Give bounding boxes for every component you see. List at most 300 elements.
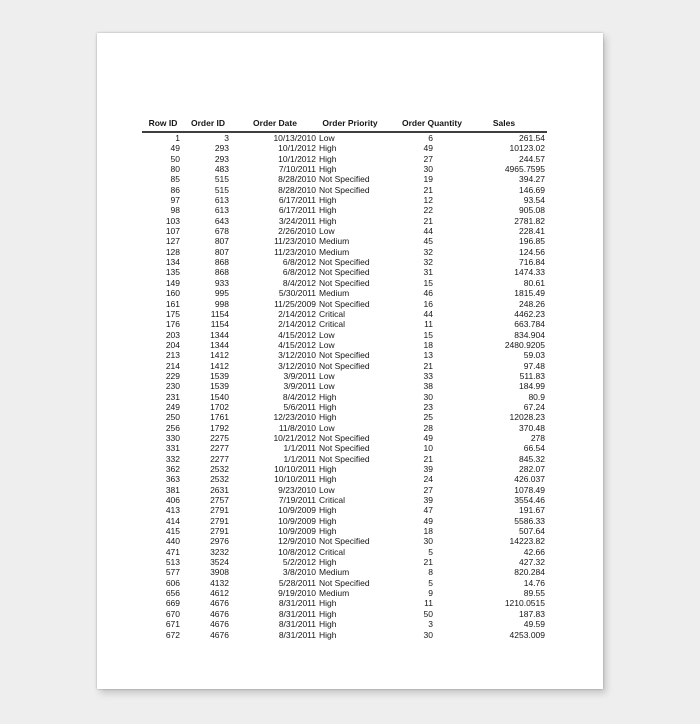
cell-order-date: 8/31/2011 (278, 629, 316, 640)
cell-row-id: 176 (165, 319, 180, 330)
column-header-order-quantity: Order Quantity (402, 114, 456, 132)
cell-order-priority: Low (319, 133, 335, 143)
cell-order-priority: Not Specified (319, 360, 370, 371)
cell-order-date: 10/9/2009 (278, 515, 316, 526)
cell-row-id: 414 (165, 515, 180, 526)
cell-order-date: 4/15/2012 (278, 329, 316, 340)
cell-order-priority: Medium (319, 588, 350, 599)
cell-order-id: 995 (214, 288, 229, 299)
cell-order-quantity: 6 (428, 133, 433, 143)
cell-order-id: 2277 (210, 443, 229, 454)
cell-sales: 10123.02 (509, 143, 545, 154)
table-row (142, 226, 547, 236)
cell-row-id: 214 (165, 360, 180, 371)
cell-order-date: 6/8/2012 (282, 257, 316, 268)
table-row (142, 247, 547, 257)
table-row (142, 143, 547, 153)
cell-sales: 905.08 (519, 205, 545, 216)
cell-order-id: 2532 (210, 464, 229, 474)
cell-order-id: 868 (214, 267, 229, 278)
cell-order-priority: Medium (319, 288, 350, 299)
cell-row-id: 103 (165, 215, 180, 226)
cell-order-date: 8/4/2012 (282, 277, 316, 288)
cell-order-quantity: 18 (423, 339, 433, 350)
cell-order-priority: Low (319, 329, 335, 340)
cell-order-date: 3/8/2010 (282, 567, 316, 578)
cell-order-priority: Low (319, 339, 335, 350)
cell-order-date: 2/26/2010 (278, 226, 316, 237)
cell-order-quantity: 46 (423, 288, 433, 299)
cell-row-id: 107 (165, 226, 180, 237)
cell-row-id: 50 (170, 153, 180, 164)
table-body (142, 132, 547, 640)
cell-sales: 4253.009 (509, 629, 545, 640)
cell-order-date: 4/15/2012 (278, 339, 316, 350)
cell-order-date: 10/1/2012 (278, 153, 316, 164)
cell-order-id: 3908 (210, 567, 229, 578)
cell-order-priority: High (319, 557, 337, 568)
cell-sales: 187.83 (519, 608, 545, 619)
cell-order-date: 10/1/2012 (278, 143, 316, 154)
cell-sales: 196.85 (519, 236, 545, 247)
cell-sales: 1474.33 (514, 267, 545, 278)
cell-row-id: 203 (165, 329, 180, 340)
table-row (142, 454, 547, 464)
cell-order-priority: High (319, 412, 337, 423)
table-row (142, 505, 547, 515)
cell-row-id: 671 (165, 619, 180, 630)
table-row (142, 216, 547, 226)
cell-order-quantity: 18 (423, 526, 433, 537)
cell-order-priority: Not Specified (319, 257, 370, 268)
cell-row-id: 229 (165, 370, 180, 381)
cell-order-quantity: 11 (424, 598, 433, 609)
cell-order-date: 6/17/2011 (278, 195, 316, 206)
cell-order-id: 1539 (210, 370, 229, 381)
cell-order-id: 998 (214, 298, 229, 309)
cell-row-id: 381 (165, 484, 180, 495)
cell-order-date: 10/8/2012 (278, 546, 316, 557)
cell-order-id: 2791 (210, 505, 229, 516)
cell-order-id: 1154 (210, 319, 229, 330)
table-row (142, 132, 547, 143)
cell-row-id: 363 (165, 474, 180, 485)
cell-order-quantity: 10 (423, 443, 433, 454)
cell-order-priority: Medium (319, 236, 350, 247)
cell-order-quantity: 30 (423, 536, 433, 547)
cell-row-id: 149 (165, 277, 180, 288)
cell-order-id: 2791 (210, 515, 229, 526)
cell-order-id: 483 (214, 164, 229, 175)
cell-order-quantity: 21 (423, 360, 433, 371)
cell-order-quantity: 49 (423, 143, 433, 154)
cell-order-id: 643 (214, 215, 229, 226)
cell-row-id: 471 (165, 546, 180, 557)
cell-row-id: 656 (165, 588, 180, 599)
cell-row-id: 213 (165, 350, 180, 361)
cell-order-priority: Not Specified (319, 184, 370, 195)
table-row (142, 516, 547, 526)
cell-order-id: 933 (214, 277, 229, 288)
cell-row-id: 127 (165, 236, 180, 247)
cell-order-quantity: 33 (423, 370, 433, 381)
table-row (142, 433, 547, 443)
cell-order-quantity: 45 (423, 236, 433, 247)
cell-order-quantity: 30 (423, 391, 433, 402)
table-row (142, 340, 547, 350)
cell-order-date: 10/21/2012 (273, 432, 316, 443)
cell-row-id: 86 (170, 184, 180, 195)
cell-sales: 716.84 (519, 257, 545, 268)
cell-row-id: 97 (170, 195, 180, 206)
cell-sales: 282.07 (519, 464, 545, 474)
cell-order-priority: Not Specified (319, 443, 370, 454)
cell-order-quantity: 47 (423, 505, 433, 516)
cell-order-quantity: 39 (423, 495, 433, 506)
cell-order-date: 7/19/2011 (278, 495, 316, 506)
table-row (142, 619, 547, 629)
cell-order-priority: High (319, 205, 337, 216)
column-header-order-priority: Order Priority (318, 114, 402, 132)
cell-order-id: 868 (214, 257, 229, 268)
cell-row-id: 670 (165, 608, 180, 619)
cell-order-date: 8/31/2011 (278, 608, 316, 619)
cell-order-priority: Critical (319, 319, 345, 330)
cell-order-quantity: 22 (423, 205, 433, 216)
cell-order-date: 10/9/2009 (278, 505, 316, 516)
cell-order-priority: Low (319, 422, 335, 433)
cell-order-id: 3232 (210, 546, 229, 557)
table-row (142, 485, 547, 495)
cell-sales: 426.037 (514, 474, 545, 485)
table-header-row (142, 114, 547, 132)
cell-order-quantity: 30 (423, 164, 433, 175)
cell-sales: 834.904 (514, 329, 545, 340)
cell-sales: 228.41 (519, 226, 545, 237)
cell-order-id: 1344 (210, 329, 229, 340)
cell-row-id: 331 (165, 443, 180, 454)
cell-order-id: 807 (214, 236, 229, 247)
table-row (142, 402, 547, 412)
table-row (142, 205, 547, 215)
table-row (142, 174, 547, 184)
cell-sales: 42.66 (523, 546, 545, 557)
table-row (142, 567, 547, 577)
cell-sales: 3554.46 (514, 495, 545, 506)
cell-order-id: 2631 (210, 484, 229, 495)
cell-order-priority: High (319, 619, 337, 630)
cell-order-date: 3/12/2010 (278, 350, 316, 361)
cell-row-id: 249 (165, 401, 180, 412)
cell-row-id: 513 (165, 557, 180, 568)
cell-order-date: 2/14/2012 (278, 319, 316, 330)
cell-order-id: 515 (214, 184, 229, 195)
table-row (142, 547, 547, 557)
cell-row-id: 1 (175, 133, 180, 143)
cell-order-date: 12/23/2010 (273, 412, 316, 423)
cell-sales: 146.69 (519, 184, 545, 195)
cell-sales: 5586.33 (514, 515, 545, 526)
cell-sales: 4462.23 (514, 308, 545, 319)
cell-row-id: 332 (165, 453, 180, 464)
cell-order-date: 5/2/2012 (282, 557, 316, 568)
cell-order-id: 1154 (210, 308, 229, 319)
cell-sales: 394.27 (519, 174, 545, 185)
cell-order-date: 8/31/2011 (278, 598, 316, 609)
cell-sales: 278 (530, 432, 545, 443)
cell-order-priority: Low (319, 484, 335, 495)
cell-row-id: 230 (165, 381, 180, 392)
table-row (142, 464, 547, 474)
cell-order-id: 1761 (210, 412, 229, 423)
cell-order-id: 2532 (210, 474, 229, 485)
cell-order-quantity: 31 (423, 267, 433, 278)
cell-row-id: 440 (165, 536, 180, 547)
document-sheet (97, 33, 603, 689)
cell-order-id: 4676 (210, 629, 229, 640)
cell-order-priority: High (319, 464, 337, 474)
cell-order-date: 12/9/2010 (278, 536, 316, 547)
cell-row-id: 406 (165, 495, 180, 506)
cell-order-date: 9/19/2010 (278, 588, 316, 599)
cell-order-quantity: 21 (423, 184, 433, 195)
cell-row-id: 135 (165, 267, 180, 278)
cell-order-id: 2976 (210, 536, 229, 547)
cell-order-priority: Critical (319, 308, 345, 319)
cell-order-id: 1540 (210, 391, 229, 402)
cell-order-id: 1702 (210, 401, 229, 412)
cell-order-id: 4612 (210, 588, 229, 599)
cell-sales: 261.54 (519, 133, 545, 143)
cell-order-quantity: 49 (423, 432, 433, 443)
table-row (142, 195, 547, 205)
cell-order-quantity: 39 (423, 464, 433, 474)
cell-order-priority: Medium (319, 246, 350, 257)
cell-order-quantity: 23 (423, 401, 433, 412)
table-row (142, 526, 547, 536)
cell-row-id: 204 (165, 339, 180, 350)
cell-sales: 370.48 (519, 422, 545, 433)
cell-sales: 184.99 (519, 381, 545, 392)
cell-order-id: 293 (214, 153, 229, 164)
cell-sales: 663.784 (514, 319, 545, 330)
cell-order-id: 1412 (210, 350, 229, 361)
cell-row-id: 128 (165, 246, 180, 257)
cell-sales: 49.59 (523, 619, 545, 630)
cell-order-quantity: 19 (423, 174, 433, 185)
cell-order-date: 10/10/2011 (274, 474, 316, 485)
cell-sales: 1210.0515 (504, 598, 545, 609)
cell-row-id: 330 (165, 432, 180, 443)
cell-order-priority: High (319, 195, 337, 206)
cell-order-date: 1/1/2011 (283, 453, 316, 464)
table-row (142, 578, 547, 588)
cell-order-date: 9/23/2010 (278, 484, 316, 495)
table-row (142, 319, 547, 329)
cell-order-priority: Not Specified (319, 453, 370, 464)
cell-row-id: 80 (170, 164, 180, 175)
cell-order-quantity: 49 (423, 515, 433, 526)
cell-order-id: 1412 (210, 360, 229, 371)
table-row (142, 609, 547, 619)
cell-order-date: 8/31/2011 (278, 619, 316, 630)
table-row (142, 299, 547, 309)
cell-order-date: 7/10/2011 (278, 164, 316, 175)
cell-row-id: 231 (165, 391, 180, 402)
cell-order-priority: Low (319, 226, 335, 237)
cell-sales: 12028.23 (509, 412, 545, 423)
table-row (142, 371, 547, 381)
cell-order-priority: Not Specified (319, 577, 370, 588)
cell-order-priority: Not Specified (319, 350, 370, 361)
table-row (142, 495, 547, 505)
cell-order-id: 1344 (210, 339, 229, 350)
cell-sales: 2480.9205 (504, 339, 545, 350)
cell-sales: 4965.7595 (504, 164, 545, 175)
cell-order-priority: Not Specified (319, 536, 370, 547)
table-row (142, 330, 547, 340)
cell-row-id: 98 (170, 205, 180, 216)
cell-order-id: 2757 (210, 495, 229, 506)
cell-order-quantity: 5 (428, 546, 433, 557)
cell-sales: 97.48 (523, 360, 545, 371)
cell-order-priority: High (319, 401, 337, 412)
cell-order-quantity: 21 (423, 215, 433, 226)
cell-order-priority: Not Specified (319, 267, 370, 278)
cell-sales: 1815.49 (514, 288, 545, 299)
cell-row-id: 362 (165, 464, 180, 474)
table-row (142, 236, 547, 246)
cell-sales: 507.64 (519, 526, 545, 537)
cell-order-id: 4132 (210, 577, 229, 588)
cell-order-date: 6/17/2011 (278, 205, 316, 216)
table-row (142, 474, 547, 484)
cell-order-quantity: 24 (423, 474, 433, 485)
cell-order-priority: Critical (319, 495, 345, 506)
cell-row-id: 606 (165, 577, 180, 588)
cell-order-priority: High (319, 143, 337, 154)
table-row (142, 267, 547, 277)
cell-order-date: 10/9/2009 (278, 526, 316, 537)
column-header-row-id: Row ID (142, 114, 184, 132)
column-header-sales: Sales (456, 114, 547, 132)
cell-sales: 511.83 (519, 370, 545, 381)
cell-order-priority: High (319, 608, 337, 619)
table-row (142, 412, 547, 422)
cell-sales: 14.76 (523, 577, 545, 588)
cell-order-id: 2277 (210, 453, 229, 464)
table-row (142, 443, 547, 453)
cell-order-id: 1539 (210, 381, 229, 392)
cell-order-date: 8/28/2010 (278, 174, 316, 185)
cell-order-date: 11/23/2010 (274, 246, 316, 257)
cell-row-id: 175 (165, 308, 180, 319)
table-row (142, 278, 547, 288)
cell-order-quantity: 32 (423, 246, 433, 257)
cell-order-date: 2/14/2012 (278, 308, 316, 319)
cell-sales: 89.55 (523, 588, 545, 599)
cell-order-quantity: 15 (423, 277, 433, 288)
cell-order-priority: High (319, 526, 337, 537)
cell-sales: 14223.82 (509, 536, 545, 547)
cell-sales: 66.54 (523, 443, 545, 454)
cell-order-priority: High (319, 153, 337, 164)
cell-order-id: 613 (214, 205, 229, 216)
cell-order-date: 5/30/2011 (278, 288, 316, 299)
cell-sales: 845.32 (519, 453, 545, 464)
cell-order-priority: Not Specified (319, 277, 370, 288)
cell-order-id: 293 (214, 143, 229, 154)
cell-order-id: 3524 (210, 557, 229, 568)
cell-row-id: 49 (170, 143, 180, 154)
cell-sales: 820.284 (514, 567, 545, 578)
cell-order-id: 678 (214, 226, 229, 237)
cell-order-quantity: 44 (423, 226, 433, 237)
cell-sales: 80.61 (523, 277, 545, 288)
cell-order-priority: High (319, 164, 337, 175)
table-row (142, 257, 547, 267)
cell-order-priority: Not Specified (319, 174, 370, 185)
cell-sales: 427.32 (519, 557, 545, 568)
cell-sales: 248.26 (519, 298, 545, 309)
cell-order-id: 2275 (210, 432, 229, 443)
cell-sales: 59.03 (523, 350, 545, 361)
cell-order-priority: Low (319, 370, 335, 381)
cell-sales: 191.67 (519, 505, 545, 516)
table-row (142, 381, 547, 391)
cell-order-id: 613 (214, 195, 229, 206)
cell-order-date: 3/9/2011 (283, 370, 316, 381)
cell-order-priority: High (319, 474, 337, 485)
cell-order-quantity: 11 (424, 319, 433, 330)
table-row (142, 598, 547, 608)
cell-row-id: 577 (165, 567, 180, 578)
cell-order-date: 8/4/2012 (282, 391, 316, 402)
cell-order-priority: High (319, 515, 337, 526)
cell-order-date: 11/23/2010 (274, 236, 316, 247)
cell-order-date: 3/12/2010 (278, 360, 316, 371)
cell-order-quantity: 9 (428, 588, 433, 599)
cell-order-date: 5/28/2011 (278, 577, 316, 588)
cell-row-id: 256 (165, 422, 180, 433)
cell-order-quantity: 30 (423, 629, 433, 640)
table-row (142, 154, 547, 164)
cell-order-id: 3 (224, 133, 229, 143)
table-row (142, 557, 547, 567)
cell-order-priority: High (319, 505, 337, 516)
table-row (142, 164, 547, 174)
cell-order-id: 807 (214, 246, 229, 257)
table-row (142, 630, 547, 640)
cell-order-quantity: 27 (423, 484, 433, 495)
cell-order-priority: High (319, 391, 337, 402)
cell-order-id: 4676 (210, 619, 229, 630)
cell-order-quantity: 12 (423, 195, 433, 206)
cell-order-quantity: 50 (423, 608, 433, 619)
cell-order-id: 515 (214, 174, 229, 185)
cell-order-id: 4676 (210, 608, 229, 619)
cell-order-id: 1792 (210, 422, 229, 433)
cell-order-quantity: 27 (423, 153, 433, 164)
orders-table (142, 114, 547, 640)
cell-order-priority: High (319, 215, 337, 226)
cell-order-priority: Critical (319, 546, 345, 557)
cell-row-id: 160 (165, 288, 180, 299)
table-row (142, 288, 547, 298)
cell-order-date: 5/6/2011 (283, 401, 316, 412)
column-header-order-date: Order Date (232, 114, 318, 132)
table-row (142, 536, 547, 546)
